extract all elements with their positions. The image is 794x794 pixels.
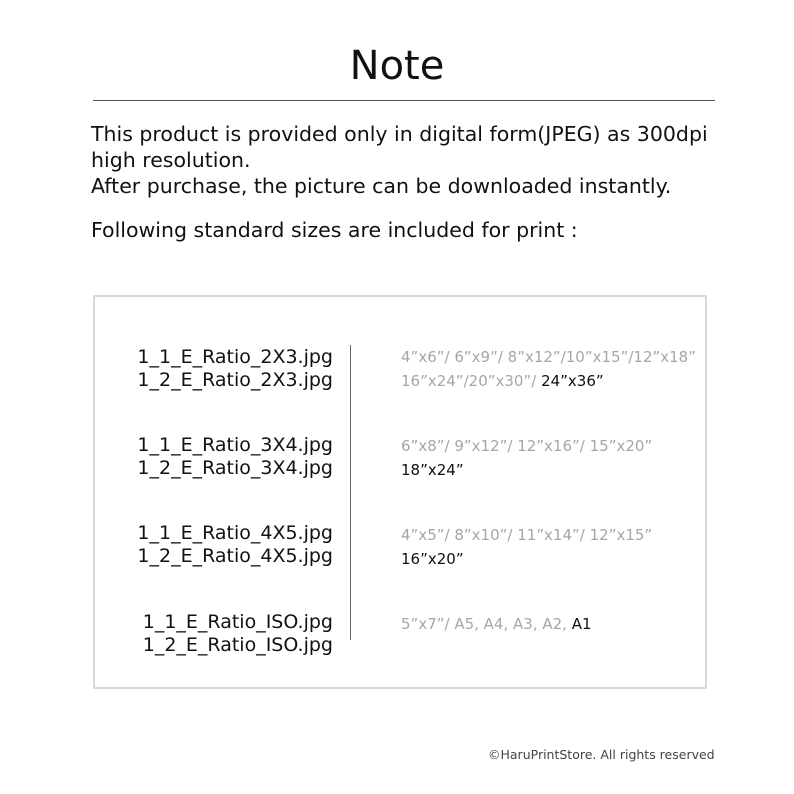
sizes-grey: 5”x7”/ A5, A4, A3, A2, xyxy=(401,615,572,633)
file-name: 1_2_E_Ratio_3X4.jpg xyxy=(137,457,333,479)
sizes-grey: 16”x24”/20”x30”/ xyxy=(401,372,542,390)
sizes-highlight: 24”x36” xyxy=(541,372,604,390)
file-name: 1_1_E_Ratio_4X5.jpg xyxy=(137,522,333,544)
sizes-highlight: 18”x24” xyxy=(401,461,464,479)
sizes-highlight: 16”x20” xyxy=(401,550,464,568)
intro-line: After purchase, the picture can be downloaded instantly. xyxy=(91,174,672,198)
copyright-footer: ©HaruPrintStore. All rights reserved xyxy=(488,747,715,762)
sizes-line xyxy=(401,612,711,636)
file-name: 1_1_E_Ratio_3X4.jpg xyxy=(137,434,333,456)
file-names-iso xyxy=(93,611,333,657)
sizes-line: 6”x8”/ 9”x12”/ 12”x16”/ 15”x20” xyxy=(401,437,653,455)
sizes-line xyxy=(401,458,711,482)
file-names-3x4 xyxy=(93,434,333,480)
intro-line: This product is provided only in digital form(JPEG) as 300dpi xyxy=(91,122,708,146)
page-title: Note xyxy=(349,43,445,89)
sizes-line xyxy=(401,369,711,393)
file-name: 1_1_E_Ratio_ISO.jpg xyxy=(142,611,333,633)
sizes-highlight: A1 xyxy=(571,615,592,633)
file-name: 1_2_E_Ratio_2X3.jpg xyxy=(137,369,333,391)
file-name: 1_2_E_Ratio_ISO.jpg xyxy=(142,634,333,656)
sizes-line xyxy=(401,547,711,571)
file-name: 1_2_E_Ratio_4X5.jpg xyxy=(137,545,333,567)
file-names-2x3 xyxy=(93,346,333,392)
title-divider xyxy=(93,100,715,101)
intro-text xyxy=(91,121,731,199)
sizes-iso xyxy=(401,612,711,636)
file-name: 1_1_E_Ratio_2X3.jpg xyxy=(137,346,333,368)
file-names-4x5 xyxy=(93,522,333,568)
sizes-3x4 xyxy=(401,434,711,482)
intro-line: high resolution. xyxy=(91,148,251,172)
sizes-line: 4”x6”/ 6”x9”/ 8”x12”/10”x15”/12”x18” xyxy=(401,348,696,366)
sizes-2x3 xyxy=(401,345,711,393)
sizes-4x5 xyxy=(401,523,711,571)
sizes-line: 4”x5”/ 8”x10”/ 11”x14”/ 12”x15” xyxy=(401,526,653,544)
column-divider xyxy=(350,345,351,640)
sizes-heading: Following standard sizes are included for print : xyxy=(91,218,578,242)
